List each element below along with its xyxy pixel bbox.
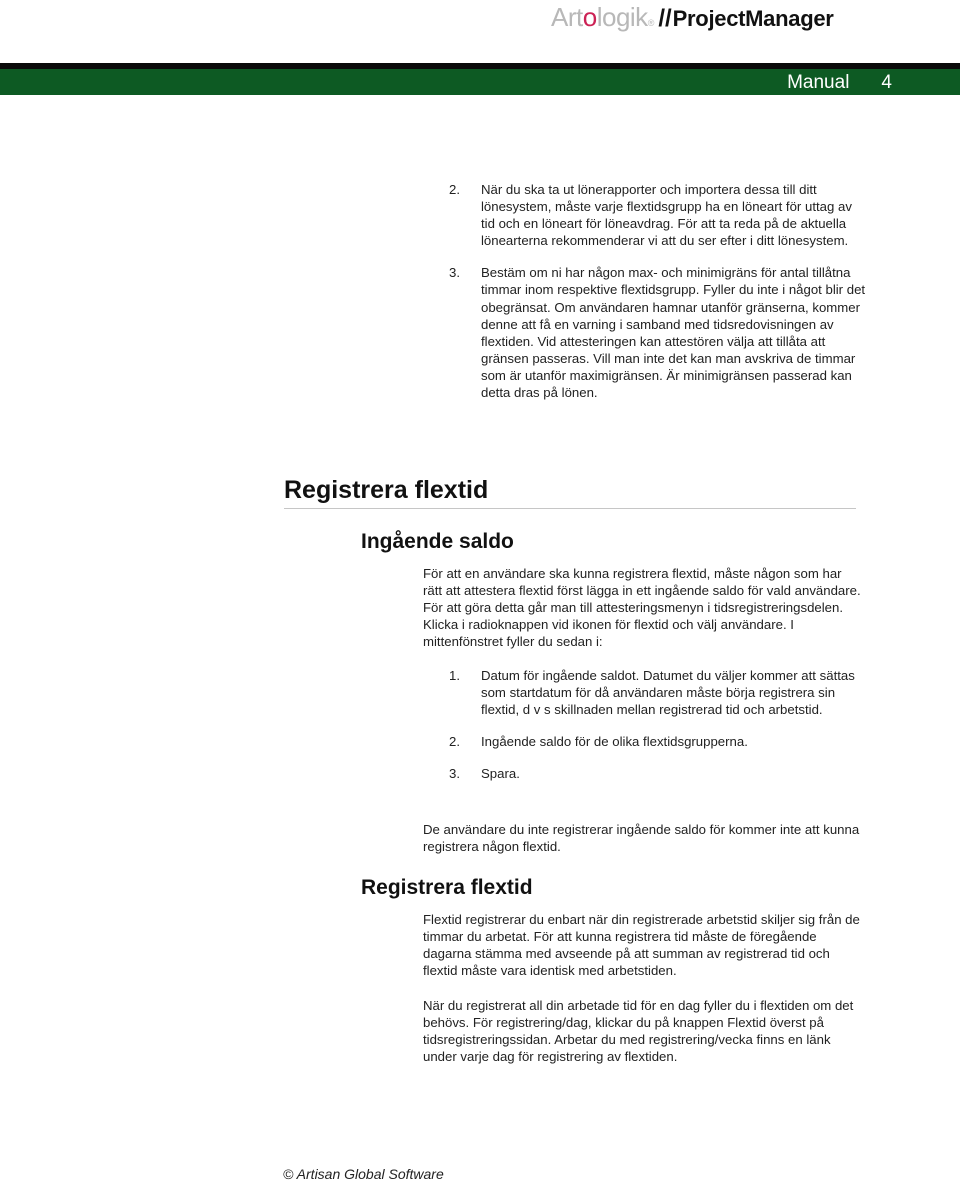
intro-numbered-list <box>449 181 869 401</box>
list-item-text: Ingående saldo för de olika flextidsgrupperna. <box>481 734 748 750</box>
logo-product-name: ProjectManager <box>672 6 834 31</box>
list-item-number: 2. <box>449 182 460 197</box>
list-item-number: 2. <box>449 734 460 750</box>
list-item-number: 3. <box>449 766 460 782</box>
ingaende-saldo-steps-list <box>449 667 869 782</box>
ingaende-saldo-note-paragraph: De användare du inte registrerar ingående saldo för kommer inte att kunna registrera någon flextid. <box>423 822 860 855</box>
logo-slashes: // <box>658 5 672 32</box>
section-heading-rule <box>284 508 856 509</box>
list-item-text: När du ska ta ut lönerapporter och importera dessa till ditt lönesystem, måste varje flextidsgrupp ha en löneart för uttag av tid och en löneart för löneavdrag. För att ta reda på de aktuella lönearterna rekommenderar vi att du ser efter i ditt lönesystem. <box>481 182 852 249</box>
registrera-flextid-paragraph-1: Flextid registrerar du enbart när din registrerade arbetstid skiljer sig från de timmar du arbetat. För att kunna registrera tid måste de föregående dagarna stämma med avseende på att summan av registrerad tid och flextid måste vara identisk med arbetstiden. <box>423 912 860 979</box>
header-section-name: Manual <box>787 72 850 93</box>
list-item <box>449 667 869 718</box>
list-item-text: Datum för ingående saldot. Datumet du väljer kommer att sättas som startdatum för då användaren måste börja registrera sin flextid, d v s skillnaden mellan registrerad tid och arbetstid. <box>481 668 855 718</box>
subsection-heading-ingaende-saldo: Ingående saldo <box>361 530 514 553</box>
header-section-label <box>787 72 892 94</box>
ingaende-saldo-intro-paragraph: För att en användare ska kunna registrera flextid, måste någon som har rätt att attestera flextid först lägga in ett ingående saldo för vald användare. För att göra detta går man till attesteringsmenyn i tidsregistreringsdelen. Klicka i radioknappen vid ikonen för flextid och välj användare. I mittenfönstret fyller du sedan i: <box>423 566 861 650</box>
list-item-number: 3. <box>449 265 460 281</box>
list-item-text: Bestäm om ni har någon max- och minimigräns för antal tillåtna timmar inom respektive flextidsgrupp. Fyller du inte i något blir det obegränsat. Om användaren hamnar utanför gränserna, kommer denne att få en varning i samband med tidsredovisningen av flextiden. Vid attesteringen kan attestören välja att tillåta att gränsen passeras. Vill man inte det kan man avskriva de timmar som är utanför maximigränsen. Är minimigränsen passerad kan detta dras på lönen. <box>481 265 866 401</box>
page-number: 4 <box>881 72 892 93</box>
registrera-flextid-paragraph-2: När du registrerat all din arbetade tid för en dag fyller du i flextiden om det behövs. För registrering/dag, klickar du på knappen Flextid överst på tidsregistreringssidan. Arbetar du med registrering/vecka finns en länk under varje dag för registrering av flextiden. <box>423 998 854 1065</box>
list-item-number: 1. <box>449 668 460 683</box>
logo-artologik: Artologik <box>551 2 648 32</box>
list-item <box>449 765 869 782</box>
section-heading: Registrera flextid <box>284 476 489 504</box>
list-item <box>449 264 869 401</box>
logo-registered-mark: ® <box>647 18 655 28</box>
list-item <box>449 733 869 750</box>
artologik-projectmanager-logo <box>551 2 834 30</box>
footer-copyright: © Artisan Global Software <box>283 1166 444 1182</box>
list-item-text: Spara. <box>481 766 520 782</box>
subsection-heading-registrera-flextid: Registrera flextid <box>361 876 533 899</box>
list-item <box>449 181 869 249</box>
